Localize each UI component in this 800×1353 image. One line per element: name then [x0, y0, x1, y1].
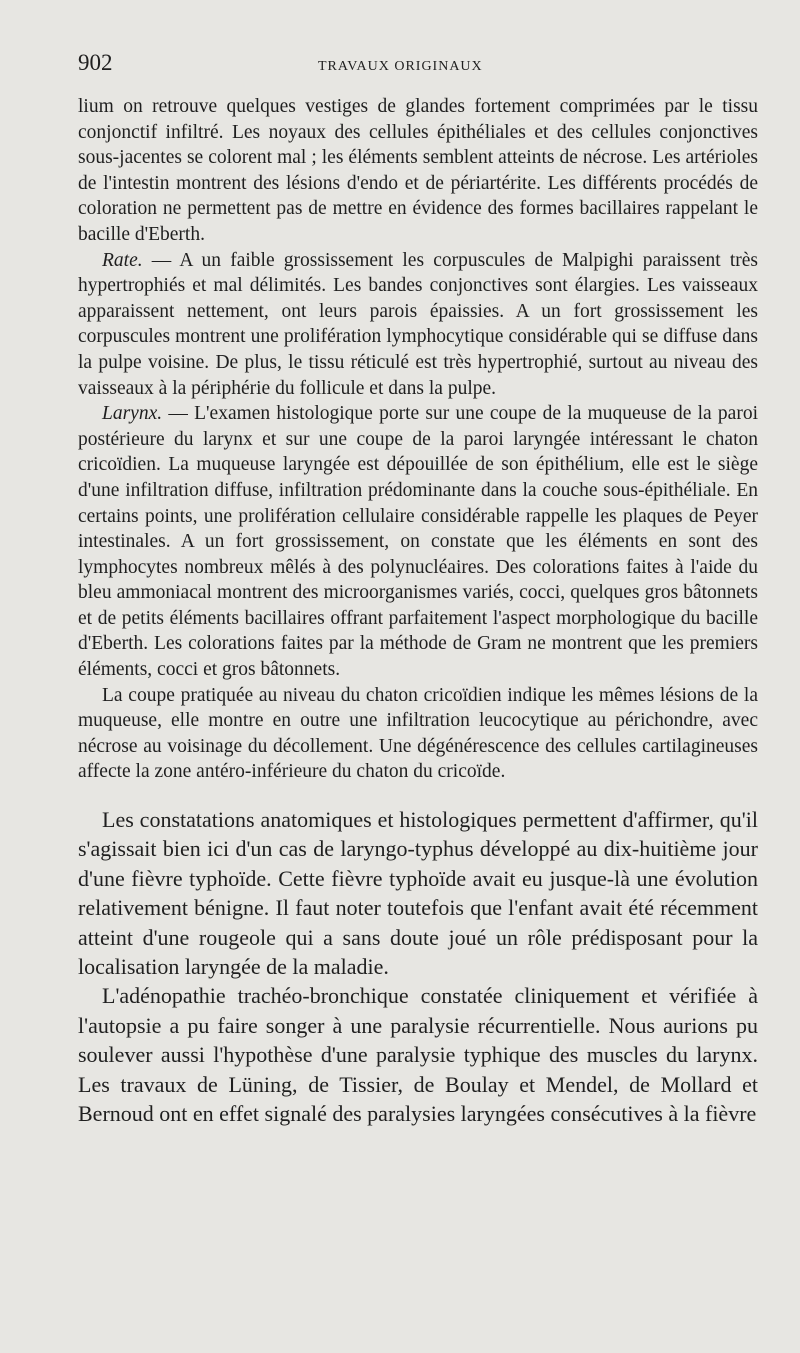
paragraph-text: La coupe pratiquée au niveau du chaton cricoïdien indique les mêmes lésions de la muqueuse, elle montre en outre une infiltration leucocytique au périchondre, avec nécrose au voisinage du décollement. Une dégénérescence des cellules cartilagineuses affecte la zone antéro-inférieure du chaton du cricoïde.	[78, 684, 758, 783]
paragraph-larynx	[78, 401, 758, 683]
paragraph-text: — L'examen histologique porte sur une coupe de la muqueuse de la paroi postérieure du larynx et sur une coupe de la paroi laryngée intéressant le chaton cricoïdien. La muqueuse laryngée est dépouillée de son épithélium, elle est le siège d'une infiltration diffuse, infiltration prédominante dans la couche sous-épithéliale. En certains points, une prolifération cellulaire considérable rappelle les plaques de Peyer intestinales. A un fort grossissement, on constate que les éléments en sont des lymphocytes nombreux mêlés à des polynucléaires. Des colorations faites à l'aide du bleu ammoniacal montrent des microorganismes variés, cocci, quelques gros bâtonnets et de petits éléments bacillaires offrant parfaitement l'aspect morphologique du bacille d'Eberth. Les colorations faites par la méthode de Gram ne montrent que les premiers éléments, cocci et gros bâtonnets.	[78, 403, 758, 681]
page-header	[78, 50, 758, 94]
paragraph-intestine	[78, 94, 758, 248]
paragraph-chaton	[78, 683, 758, 785]
body-large-text	[78, 805, 758, 1128]
body-small-text	[78, 94, 758, 785]
paragraph-text: — A un faible grossissement les corpuscules de Malpighi paraissent très hypertrophiés et mal délimités. Les bandes conjonctives sont élargies. Les vaisseaux apparaissent nettement, ont leurs parois épaissies. A un fort grossissement les corpuscules montrent une prolifération lymphocytique considérable qui se diffuse dans la pulpe voisine. De plus, le tissu réticulé est très hypertrophié, surtout au niveau des vaisseaux à la périphérie du follicule et dans la pulpe.	[78, 249, 758, 399]
paragraph-text: lium on retrouve quelques vestiges de glandes fortement comprimées par le tissu conjonctif infiltré. Les noyaux des cellules épithéliales et des cellules conjonctives sous-jacentes se colorent mal ; les éléments semblent atteints de nécrose. Les artérioles de l'intestin montrent des lésions d'endo et de périartérite. Les différents procédés de coloration ne permettent pas de mettre en évidence des formes bacillaires rappelant le bacille d'Eberth.	[78, 96, 758, 245]
paragraph-adenopathie: L'adénopathie trachéo-bronchique constatée cliniquement et vérifiée à l'autopsie a pu faire songer à une paralysie récurrentielle. Nous aurions pu soulever aussi l'hypothèse d'une paralysie typhique des muscles du larynx. Les travaux de Lüning, de Tissier, de Boulay et Mendel, de Mollard et Bernoud ont en effet signalé des paralysies laryngées consécutives à la fièvre	[78, 983, 758, 1127]
paragraph-rate	[78, 248, 758, 402]
paragraph-conclusion: Les constatations anatomiques et histologiques permettent d'affirmer, qu'il s'agissait bien ici d'un cas de laryngo-typhus développé au dix-huitième jour d'une fièvre typhoïde. Cette fièvre typhoïde avait eu jusque-là une évolution relativement bénigne. Il faut noter toutefois que l'enfant avait été récemment atteint d'une rougeole qui a sans doute joué un rôle prédisposant pour la localisation laryngée de la maladie.	[78, 807, 758, 980]
section-lead-rate: Rate.	[102, 249, 143, 271]
page-number: 902	[78, 50, 113, 75]
running-title: TRAVAUX ORIGINAUX	[318, 59, 483, 74]
section-lead-larynx: Larynx.	[102, 403, 163, 425]
